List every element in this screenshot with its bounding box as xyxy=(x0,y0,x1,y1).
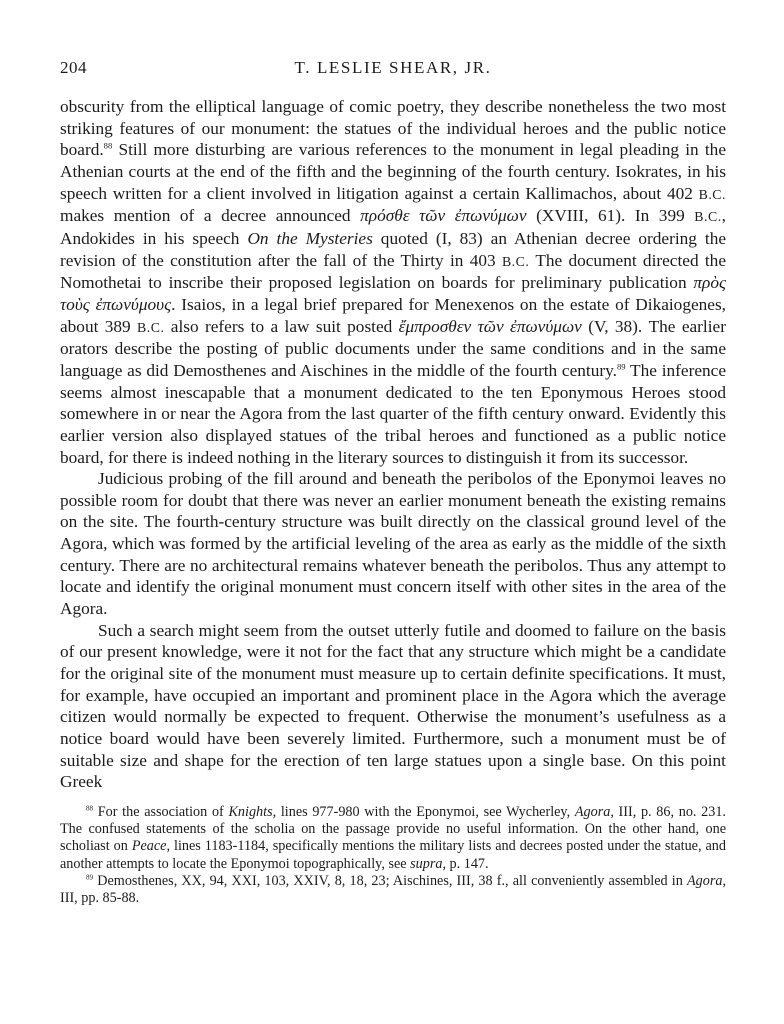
greek-phrase: πρόσθε τῶν ἐπωνύμων xyxy=(360,206,527,226)
text-run: (XVIII, 61). In 399 xyxy=(526,206,695,226)
text-run: quoted (I, 83) an Athenian decree ordering the revision of the constitution after the fall of the Thirty in 403 xyxy=(60,228,727,270)
text-run: Such a search might seem from the outset utterly futile and doomed to failure on the basis of our present knowledge, were it not for the fact that any structure which might be a candidate for the original site of the monument must measure up to certain definite specifications. It must, for example, have occupied an important and prominent place in the Agora which the average citizen would normally be expected to frequent. Otherwise the monument’s usefulness as a notice board would have been severely limited. Furthermore, such a monument must be of suitable size and shape for the erection of ten large statues upon a single base. On this point Greek xyxy=(60,620,726,792)
era-abbreviation: B.C. xyxy=(698,186,726,202)
text-run: Demosthenes, XX, 94, XXI, 103, XXIV, 8, 18, 23; Aischines, III, 38 f., all conveniently assembled in xyxy=(93,872,687,889)
italic-title: On the Mysteries xyxy=(247,228,373,248)
paragraph xyxy=(60,96,726,468)
text-run: (V, 38). The earlier orators describe the posting of public documents under the same conditions and in the same language as did Demosthenes and Aischines in the middle of the fourth century. xyxy=(60,316,726,380)
text-run: . Isaios, in a legal brief prepared for Menexenos on the estate of Dikaiogenes, about 389 xyxy=(60,294,726,336)
text-run: also refers to a law suit posted xyxy=(164,316,399,336)
paragraph xyxy=(60,620,726,793)
text-run: Still more disturbing are various references to the monument in legal pleading in the Athenian courts at the end of the fifth and the beginning of the fourth century. Isokrates, in his speech written for a client involved in litigation against a certain Kallimachos, about 402 xyxy=(60,140,726,203)
footnotes xyxy=(60,804,726,907)
italic-title: Knights xyxy=(228,804,273,820)
text-run: , lines 1183-1184, specifically mentions the military lists and decrees posted under the statue, and another attempts to locate the Eponymoi topographically, see xyxy=(60,838,726,872)
italic-title: Agora, xyxy=(574,804,614,820)
footnote-marker: 89 xyxy=(616,361,626,372)
page-header xyxy=(60,58,726,88)
footnote xyxy=(60,873,726,907)
text-run: For the association of xyxy=(93,804,229,820)
text-run: obscurity from the elliptical language of comic poetry, they describe nonetheless the two most striking features of our monument: the statues of the individual heroes and the public notice board. xyxy=(60,97,726,160)
running-head: T. LESLIE SHEAR, JR. xyxy=(294,58,492,77)
body-text xyxy=(60,96,726,793)
italic-title: Peace xyxy=(131,838,167,855)
era-abbreviation: B.C. xyxy=(501,253,530,269)
text-run: The inference seems almost inescapable that a monument dedicated to the ten Eponymous Heroes stood somewhere in or near the Agora from the last quarter of the fifth century onward. Evidently this earlier version also displayed statues of the tribal heroes and functioned as a public notice board, for there is indeed nothing in the literary sources to distinguish it from its successor. xyxy=(60,360,726,467)
greek-phrase: ἔμπροσθεν τῶν ἐπωνύμων xyxy=(398,316,582,336)
text-run: , p. 147. xyxy=(442,855,489,872)
era-abbreviation: B.C. xyxy=(694,209,722,225)
page xyxy=(60,58,726,907)
text-run: III, p. 86, no. 231. The confused statements of the scholia on the passage provide no useful information. On the other hand, one scholiast on xyxy=(60,804,726,855)
text-run: , lines 977-980 with the Eponymoi, see Wycherley, xyxy=(272,804,575,820)
text-run: makes mention of a decree announced xyxy=(60,206,361,226)
footnote-marker: 88 xyxy=(86,804,94,813)
era-abbreviation: B.C. xyxy=(137,319,165,335)
text-run: III, pp. 85-88. xyxy=(60,890,140,907)
paragraph xyxy=(60,468,726,620)
italic-title: supra xyxy=(410,855,443,872)
italic-title: Agora, xyxy=(686,872,726,889)
footnote-marker: 88 xyxy=(103,140,113,151)
footnote xyxy=(60,804,726,873)
footnote-marker: 89 xyxy=(86,873,94,882)
page-number: 204 xyxy=(60,58,87,77)
text-run: , Andokides in his speech xyxy=(60,206,726,248)
text-run: The document directed the Nomothetai to inscribe their proposed legislation on boards for preliminary publication xyxy=(60,250,726,293)
text-run: Judicious probing of the fill around and beneath the peribolos of the Eponymoi leaves no possible room for doubt that there was never an earlier monument beneath the existing remains on the site. The fourth-century structure was built directly on the classical ground level of the Agora, which was formed by the artificial leveling of the area as early as the middle of the sixth century. There are no architectural remains whatever beneath the peribolos. Thus any attempt to locate and identify the original monument must concern itself with other sites in the area of the Agora. xyxy=(60,469,726,619)
greek-phrase: πρὸς τοὺς ἐπωνύμους xyxy=(60,273,726,314)
